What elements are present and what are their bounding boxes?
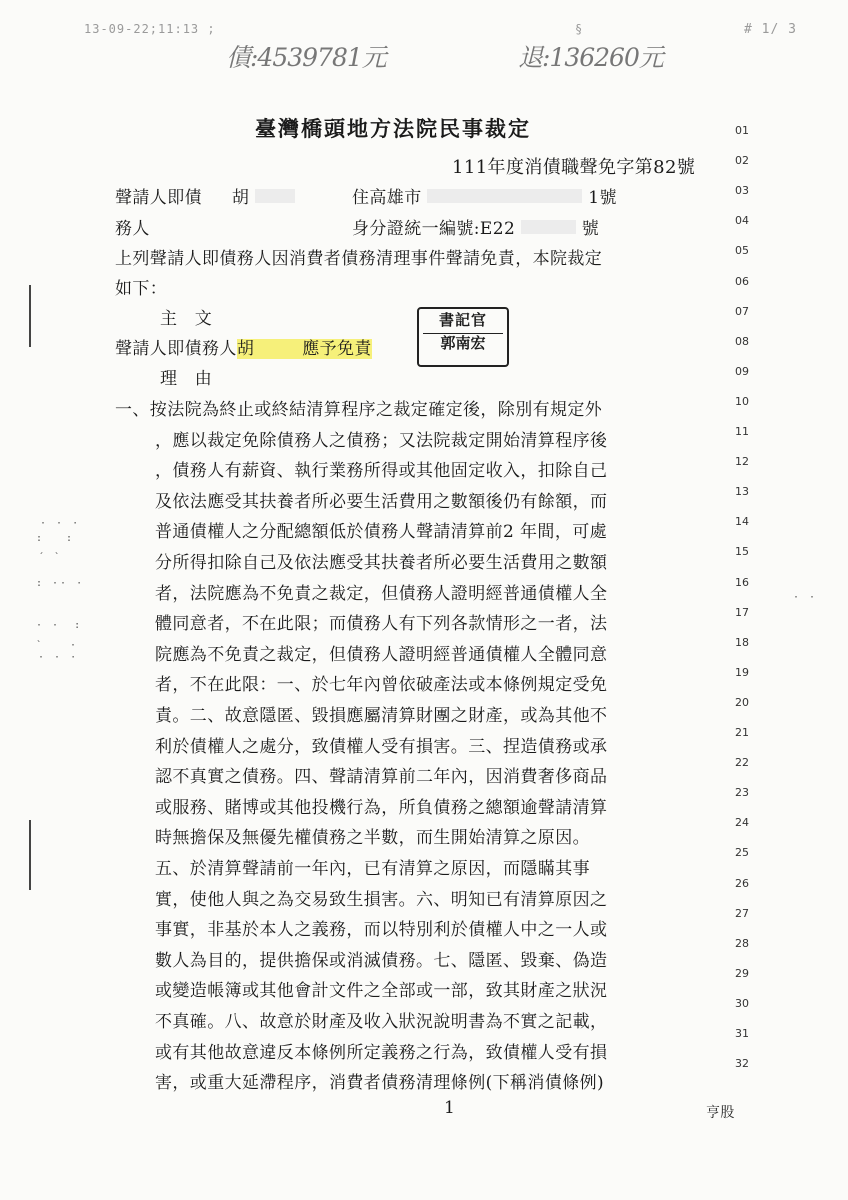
line-number: 32 — [735, 1057, 749, 1071]
binding-mark-7: · · · — [38, 652, 79, 663]
line-number: 02 — [735, 154, 749, 168]
fax-mark: § — [575, 22, 584, 36]
line-number: 24 — [735, 816, 749, 830]
line-number: 17 — [735, 605, 749, 619]
ruling-name: 胡 — [236, 339, 255, 359]
reason-line: 體同意者，不在此限；而債務人有下列各款情形之一者，法 — [155, 614, 608, 635]
reason-line: 及依法應受其扶養者所必要生活費用之數額後仍有餘額，而 — [155, 491, 608, 512]
reason-line: 實，使他人與之為交易致生損害。六、明知已有清算原因之 — [155, 889, 608, 910]
division-label: 亨股 — [706, 1105, 735, 1121]
address-end: 1號 — [588, 188, 617, 208]
reason-line: 認不真實之債務。四、聲請清算前二年內，因消費奢侈商品 — [155, 767, 608, 788]
reason-line: 者，法院應為不免責之裁定，但債務人證明經普通債權人全 — [155, 583, 608, 604]
intro-line-1: 上列聲請人即債務人因消費者債務清理事件聲請免責，本院裁定 — [115, 249, 603, 269]
party-name: 胡 — [231, 188, 250, 208]
fax-timestamp: 13-09-22;11:13 ; — [84, 22, 216, 36]
binding-mark-3: ´ ` — [38, 552, 63, 563]
reason-line: 不真確。八、故意於財產及收入狀況說明書為不實之記載， — [155, 1012, 608, 1032]
ruling-suffix: 應予免責 — [302, 339, 372, 359]
reason-line: 或服務、賭博或其他投機行為，所負債務之總額逾聲請清算 — [155, 797, 608, 818]
case-number: 111年度消債職聲免字第82號 — [452, 157, 696, 178]
reason-heading: 理 由 — [160, 369, 213, 389]
stamp-name: 郭南宏 — [423, 333, 503, 351]
id-label: 身分證統一編號:E22 — [352, 219, 516, 239]
reason-line: ，應以裁定免除債務人之債務；又法院裁定開始清算程序後 — [155, 430, 608, 451]
line-number: 25 — [735, 846, 749, 860]
line-number: 22 — [735, 756, 749, 770]
reason-line: 數人為目的，提供擔保或消滅債務。七、隱匿、毀棄、偽造 — [155, 950, 608, 971]
reason-line: 院應為不免責之裁定，但債務人證明經普通債權人全體同意 — [155, 644, 608, 665]
party-label-line-1 — [115, 183, 295, 208]
redacted-address — [427, 189, 582, 203]
margin-bar-top — [29, 285, 31, 347]
line-number: 30 — [735, 996, 749, 1010]
line-number: 14 — [735, 515, 749, 529]
line-number: 21 — [735, 726, 749, 739]
line-number: 03 — [735, 184, 749, 198]
line-number: 09 — [735, 364, 749, 378]
line-number: 23 — [735, 786, 749, 800]
reason-line: 利於債權人之處分，致債權人受有損害。三、捏造債務或承 — [155, 736, 608, 757]
line-number: 10 — [735, 394, 749, 408]
redacted-ruling-name — [254, 339, 302, 359]
line-number: 11 — [735, 425, 749, 438]
reason-line: 事實，非基於本人之義務，而以特別利於債權人中之一人或 — [155, 920, 608, 941]
ruling-line — [115, 334, 372, 359]
reason-line: 時無擔保及無優先權債務之半數，而生開始清算之原因。 — [155, 828, 590, 849]
reason-line: 者，不在此限：一、於七年內曾依破產法或本條例規定受免 — [155, 675, 608, 696]
reason-line: ，債務人有薪資、執行業務所得或其他固定收入，扣除自己 — [155, 461, 608, 482]
address-label: 住高雄市 — [352, 188, 422, 208]
reason-line: 責。二、故意隱匿、毀損應屬清算財團之財產，或為其他不 — [155, 706, 608, 726]
line-number: 05 — [735, 244, 749, 258]
binding-mark-8: · · — [793, 592, 818, 603]
reason-line: 害，或重大延滯程序，消費者債務清理條例(下稱消債條例) — [155, 1073, 605, 1094]
line-number: 07 — [735, 304, 749, 318]
margin-bar-bottom — [29, 820, 31, 890]
reason-line: 五、於清算聲請前一年內，已有清算之原因，而隱瞞其事 — [155, 859, 590, 879]
party-label-2: 務人 — [115, 219, 150, 239]
line-number: 08 — [735, 334, 749, 348]
line-number: 18 — [735, 635, 749, 649]
reason-line: 一、按法院為終止或終結清算程序之裁定確定後，除別有規定外 — [115, 400, 603, 420]
redacted-id — [521, 220, 576, 234]
id-end: 號 — [581, 219, 600, 239]
line-number: 06 — [735, 274, 749, 288]
line-number: 16 — [735, 575, 749, 589]
stamp-title: 書記官 — [438, 311, 487, 329]
line-number: 20 — [735, 695, 749, 709]
main-heading: 主 文 — [160, 309, 213, 329]
line-number: 26 — [735, 876, 749, 890]
handwritten-debt: 債:4539781元 — [226, 43, 386, 72]
binding-mark-5: · · : — [36, 620, 83, 631]
reason-line: 分所得扣除自己及依法應受其扶養者所必要生活費用之數額 — [155, 553, 608, 573]
line-number: 29 — [735, 966, 749, 980]
line-number: 15 — [735, 545, 749, 559]
party-label-1: 聲請人即債 — [115, 188, 202, 208]
handwritten-refund: 退:136260元 — [518, 43, 663, 72]
reason-line: 或有其他故意違反本條例所定義務之行為，致債權人受有損 — [155, 1042, 608, 1063]
line-number: 13 — [735, 485, 749, 499]
binding-mark-1: · · · — [40, 518, 81, 529]
ruling-prefix: 聲請人即債務人 — [115, 339, 237, 359]
line-number: 28 — [735, 936, 749, 950]
id-line — [352, 214, 599, 239]
binding-mark-2: : : — [36, 533, 75, 544]
line-number: 01 — [735, 124, 749, 137]
clerk-stamp — [417, 307, 509, 367]
line-number: 12 — [735, 455, 749, 469]
line-number: 04 — [735, 214, 749, 228]
intro-line-2: 如下： — [115, 279, 168, 299]
redacted-name — [255, 189, 295, 203]
line-number: 19 — [735, 665, 749, 679]
binding-mark-4: : ·· · — [36, 578, 85, 589]
page-counter: # 1/ 3 — [744, 22, 797, 37]
page-number: 1 — [444, 1098, 456, 1118]
reason-line: 普通債權人之分配總額低於債務人聲請清算前2 年間，可處 — [155, 522, 608, 543]
document-title: 臺灣橋頭地方法院民事裁定 — [255, 116, 531, 141]
line-number: 31 — [735, 1027, 749, 1040]
address-line — [352, 183, 617, 208]
binding-mark-6: ` · — [36, 640, 79, 651]
reason-line: 或變造帳簿或其他會計文件之全部或一部，致其財產之狀況 — [155, 981, 608, 1002]
line-number: 27 — [735, 906, 749, 920]
